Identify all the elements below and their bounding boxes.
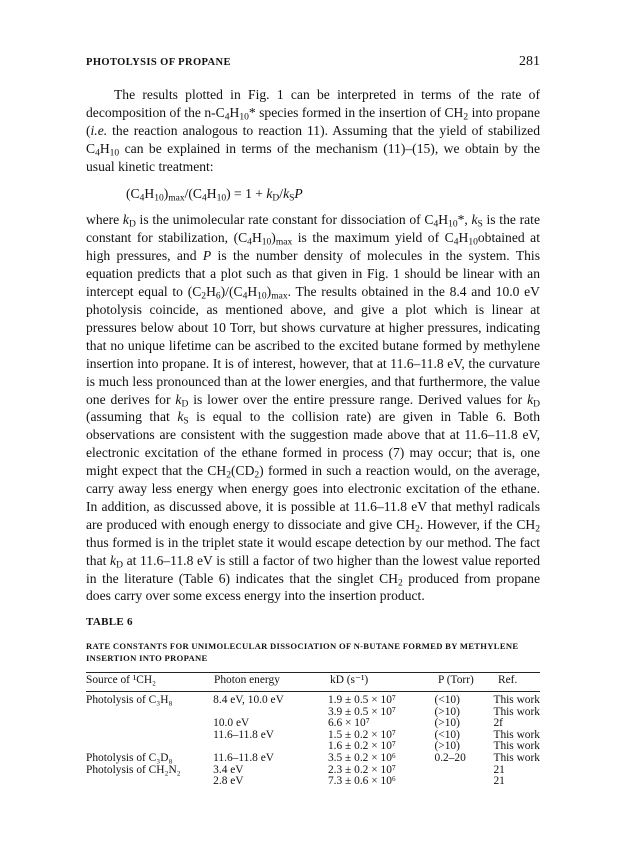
table-header <box>86 675 540 687</box>
table-row: 2.8 eV 7.3 ± 0.6 × 10⁶ 21 <box>213 775 505 788</box>
table-row: Photolysis of C₃D₈ 11.6–11.8 eV 3.5 ± 0.2 × 10⁶ 0.2–20 This work <box>86 751 540 764</box>
paragraph-2: where $k_D$ is the unimolecular rate constant for dissociation of $C_4H_{10}*$, $k_S$ is the rate constant for stabilization, $(C_4H_{10})_{max}$ is the maximum yield of $C_4H_{10}obtained$ at high pressures, and P is the number density of molecules in the system. This equation predicts that a plot such as that given in Fig. 1 should be linear with an intercept equal to $(C_2H_6)/(C_4H_{10})_{max}$. The results obtained in the 8.4 and 10.0 eV photolysis coincide, as mentioned above, and give a plot which is linear at pressures below about 10 Torr, but shows curvature at higher pressures, indicating that no unique lifetime can be ascribed to the excited butane formed by methylene insertion into propane. It is of interest, however, that at 11.6–11.8 eV, the curvature is much less pronounced than at the lower energies, and that furthermore, the value one derives for $k_D$ is lower over the entire pressure range. Derived values for $k_D$ (assuming that $k_S$ is equal to the collision rate) are given in Table 6. Both observations are consistent with the suggestion made above that at 11.6–11.8 eV, electronic excitation of the ethane formed in process (7) may occur; that is, one might expect that the $CH_2(CD_2)$ formed in such a reaction would, on the average, carry away less energy when energy goes into electronic excitation of the ethane. In addition, as discussed above, it is possible at 11.6–11.8 eV that methyl radicals are produced with enough energy to dissociate and give $CH_2$. However, if the $CH_2$ thus formed is in the triplet state it would escape detection by our method. The fact that $k_D$ at 11.6–11.8 eV is still a factor of two higher than the lowest value reported in the literature (Table 6) indicates that the singlet $CH_2$ produced from propane does carry over some excess energy into the insertion product. <box>86 212 541 604</box>
page-header <box>86 54 540 74</box>
table-row: 1.6 ± 0.2 × 10⁷ (>10) This work <box>327 740 540 753</box>
table-row: 3.9 ± 0.5 × 10⁷ (>10) This work <box>327 705 540 718</box>
page-number: 281 <box>519 54 540 69</box>
header-source: Source of ¹CH₂ <box>86 674 157 686</box>
table-row: 11.6–11.8 eV 1.5 ± 0.2 × 10⁷ (<10) This work <box>213 728 540 741</box>
table-row: Photolysis of C₃H₈ 8.4 eV, 10.0 eV 1.9 ± 0.5 × 10⁷ (<10) This work <box>86 694 540 706</box>
table-row: 10.0 eV 6.6 × 10⁷ (>10) 2f <box>213 717 503 730</box>
header-ref: Ref. <box>498 674 518 686</box>
body-text <box>86 86 540 605</box>
table-body <box>86 695 540 788</box>
header-kd: kD (s⁻¹) <box>330 674 369 686</box>
header-pressure: P (Torr) <box>438 674 474 686</box>
table-top-rule <box>86 672 540 673</box>
header-photon-energy: Photon energy <box>214 674 280 686</box>
running-head: PHOTOLYSIS OF PROPANE <box>86 57 231 68</box>
table-row: Photolysis of CH₂N₂ 3.4 eV 2.3 ± 0.2 × 10⁷ 21 <box>86 763 505 776</box>
table-label: TABLE 6 <box>86 616 133 628</box>
kinetic-equation: $(C_4H_{10})_{max}/(C_4H_{10}) = 1 + k_D/k_SP$ <box>126 185 303 203</box>
table-caption: RATE CONSTANTS FOR UNIMOLECULAR DISSOCIATION OF N-BUTANE FORMED BY METHYLENE INSERTION INTO PROPANE <box>86 641 519 663</box>
paragraph-1: The results plotted in Fig. 1 can be interpreted in terms of the rate of decomposition of the $n-C_4H_{10}*$ species formed in the insertion of $CH_2$ into propane (i.e. the reaction analogous to reaction 11). Assuming that the yield of stabilized $C_4H_{10}$ can be explained in terms of the mechanism (11)–(15), we obtain by the usual kinetic treatment: <box>86 87 541 174</box>
table-header-rule <box>86 691 540 692</box>
